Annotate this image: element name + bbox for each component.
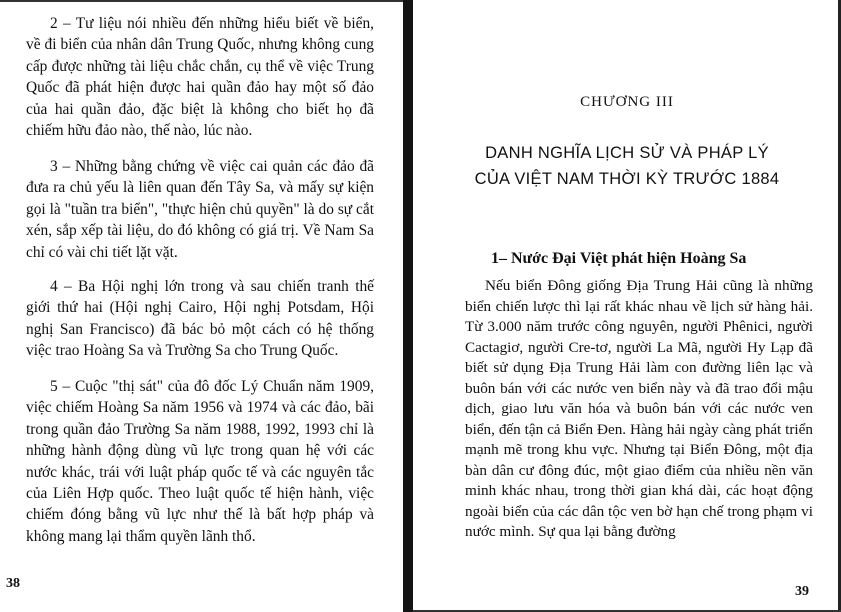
chapter-title-line-2: CỦA VIỆT NAM THỜI KỲ TRƯỚC 1884 (474, 170, 780, 188)
right-page (413, 0, 841, 612)
right-page-number: 39 (795, 584, 809, 599)
book-spine-gutter (403, 0, 413, 612)
left-paragraph-3: 3 – Những bằng chứng về việc cai quản các đảo đã đưa ra chủ yếu là liên quan đến Tây Sa, và mấy sự kiện gọi là "tuần tra biển", "thực hiện chủ quyền" là do sự cắt xén, sắp xếp tài liệu, do đó không có giá trị. Về Nam Sa chỉ có vài chi tiết lặt vặt. (26, 158, 374, 261)
left-page-number: 38 (6, 576, 20, 591)
right-paragraph: Nếu biển Đông giống Địa Trung Hải cũng là những biển chiến lược thì lại rất khác nhau về lịch sử hàng hải. Từ 3.000 năm trước công nguyên, người Phênici, người Cactagiơ, người Cre-tơ, người La Mã, người Hy Lạp đã biết sử dụng Địa Trung Hải làm con đường liên lạc và buôn bán với các nước ven biển này và đã trao đổi mậu dịch, giao lưu văn hóa và buôn bán với các nước ven biển, đến tận cả Biển Đen. Hàng hải ngày càng phát triển mạnh mẽ trong khu vực. Nhưng tại Biển Đông, một địa bàn dân cư đông đúc, một giao điểm của nhiều nền văn minh khác nhau, trong thời gian khá dài, các hoạt động ngoài biển của các dân tộc ven bờ hạn chế trong phạm vi nước mình. Sự qua lại bằng đường (465, 277, 813, 540)
section-heading: 1– Nước Đại Việt phát hiện Hoàng Sa (491, 250, 747, 267)
chapter-number: CHƯƠNG III (580, 94, 674, 110)
left-paragraph-5: 5 – Cuộc "thị sát" của đô đốc Lý Chuẩn năm 1909, việc chiếm Hoàng Sa năm 1956 và 1974 và các đảo, bãi trong quần đảo Trường Sa năm 1988, 1992, 1993 chỉ là những hành động dùng vũ lực trong quan hệ với các nước khác, trái với luật pháp quốc tế và các nguyên tắc của Liên Hợp quốc. Theo luật quốc tế hiện hành, việc chiếm đóng bằng vũ lực như thế là bất hợp pháp và không mang lại thẩm quyền lãnh thổ. (26, 378, 374, 545)
left-page (0, 0, 403, 612)
left-paragraph-4: 4 – Ba Hội nghị lớn trong và sau chiến tranh thế giới thứ hai (Hội nghị Cairo, Hội nghị Potsdam, Hội nghị San Francisco) đã bác bỏ một cách có hệ thống việc trao Hoàng Sa và Trường Sa cho Trung Quốc. (26, 278, 374, 360)
left-paragraph-2: 2 – Tư liệu nói nhiều đến những hiểu biết về biển, về đi biển của nhân dân Trung Quốc, nhưng không cung cấp được những tài liệu chắc chắn, cụ thể về việc Trung Quốc đã phát hiện được hai quần đảo hay một số đảo của hai quần đảo, đặc biệt là không cho biết họ đã chiếm hữu đảo nào, thế nào, lúc nào. (26, 15, 374, 140)
chapter-title-line-1: DANH NGHĨA LỊCH SỬ VÀ PHÁP LÝ (485, 144, 769, 162)
